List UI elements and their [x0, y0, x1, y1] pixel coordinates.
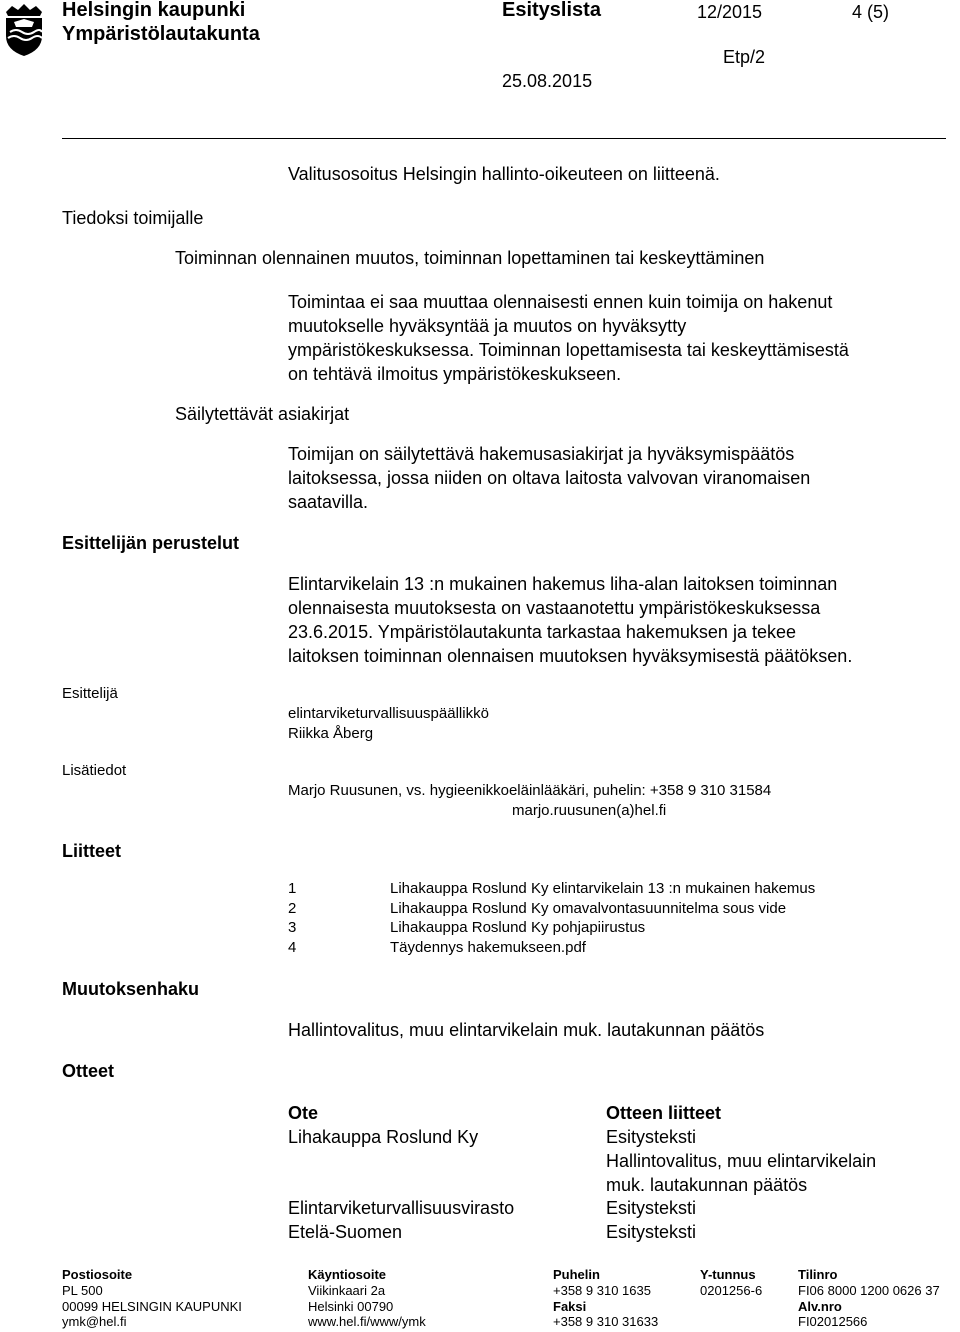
label-esittelija: Esittelijä — [62, 685, 118, 702]
paragraph-line: saatavilla. — [288, 492, 369, 512]
otteet-recipient: Lihakauppa Roslund Ky — [288, 1127, 479, 1147]
footer-head-alvnro: Alv.nro — [798, 1299, 842, 1314]
footer-head-postiosoite: Postiosoite — [62, 1267, 133, 1282]
paragraph-line: 23.6.2015. Ympäristölautakunta tarkastaa hakemuksen ja tekee — [288, 622, 796, 642]
otteet-attachment: Esitysteksti — [606, 1127, 697, 1147]
paragraph-line: laitoksen toiminnan olennaisen muutoksen hyväksymisestä päätöksen. — [288, 646, 853, 666]
liite-number: 4 — [288, 939, 297, 956]
footer-website[interactable]: www.hel.fi/www/ymk — [308, 1314, 426, 1329]
paragraph-line: laitoksessa, jossa niiden on oltava laitosta valvovan viranomaisen — [288, 468, 811, 488]
muutoksenhaku-text: Hallintovalitus, muu elintarvikelain muk. lautakunnan päätös — [288, 1020, 765, 1040]
board-name: Ympäristölautakunta — [62, 23, 260, 45]
footer-head-faksi: Faksi — [553, 1299, 587, 1314]
footer-head-tilinro: Tilinro — [798, 1267, 838, 1282]
perustelut-paragraph — [288, 572, 948, 668]
paragraph-line: Toimintaa ei saa muuttaa olennaisesti ennen kuin toimija on hakenut — [288, 292, 833, 312]
sailytettavat-heading: Säilytettävät asiakirjat — [175, 404, 350, 424]
paragraph-line: on tehtävä ilmoitus ympäristökeskukseen. — [288, 364, 622, 384]
footer-head-puhelin: Puhelin — [553, 1267, 600, 1282]
footer-text: Viikinkaari 2a — [308, 1283, 386, 1298]
header-rule — [62, 138, 946, 139]
page-number: 4 (5) — [852, 2, 890, 22]
lisatiedot-email: marjo.ruusunen(a)hel.fi — [512, 802, 667, 819]
footer-head-ytunnus: Y-tunnus — [700, 1267, 756, 1282]
liite-number: 2 — [288, 900, 297, 917]
valitus-text: Valitusosoitus Helsingin hallinto-oikeuteen on liitteenä. — [288, 164, 720, 184]
liite-number: 3 — [288, 919, 297, 936]
paragraph-line: Toimijan on säilytettävä hakemusasiakirjat ja hyväksymispäätös — [288, 444, 795, 464]
footer-head-kayntiosoite: Käyntiosoite — [308, 1267, 387, 1282]
footer-text: FI02012566 — [798, 1314, 868, 1329]
liite-item[interactable]: Lihakauppa Roslund Ky elintarvikelain 13 :n mukainen hakemus — [390, 880, 816, 897]
sailytettavat-paragraph — [288, 442, 948, 514]
label-perustelut: Esittelijän perustelut — [62, 533, 240, 553]
muutos-paragraph — [288, 290, 948, 386]
paragraph-line: ympäristökeskuksessa. Toiminnan lopettamisesta tai keskeyttämisestä — [288, 340, 849, 360]
label-tiedoksi: Tiedoksi toimijalle — [62, 208, 204, 228]
lisatiedot-contact: Marjo Ruusunen, vs. hygieenikkoeläinlääkäri, puhelin: +358 9 310 31584 — [288, 782, 772, 799]
footer-text: Helsinki 00790 — [308, 1299, 394, 1314]
footer-fax: +358 9 310 31633 — [553, 1314, 659, 1329]
label-lisatiedot: Lisätiedot — [62, 762, 127, 779]
liite-item[interactable]: Lihakauppa Roslund Ky omavalvontasuunnitelma sous vide — [390, 900, 787, 917]
meeting-date: 25.08.2015 — [502, 71, 593, 91]
otteet-recipient: Etelä-Suomen — [288, 1222, 403, 1242]
paragraph-line: muutokselle hyväksyntää ja muutos on hyväksytty — [288, 316, 687, 336]
muutos-heading: Toiminnan olennainen muutos, toiminnan lopettaminen tai keskeyttäminen — [175, 248, 765, 268]
label-muutoksenhaku: Muutoksenhaku — [62, 979, 200, 999]
footer-text: FI06 8000 1200 0626 37 — [798, 1283, 940, 1298]
label-liitteet: Liitteet — [62, 841, 122, 861]
liite-number: 1 — [288, 880, 297, 897]
otteet-header-recipient: Ote — [288, 1103, 319, 1123]
esittelija-name: Riikka Åberg — [288, 725, 374, 742]
otteet-attachment: muk. lautakunnan päätös — [606, 1175, 808, 1195]
footer-text: 0201256-6 — [700, 1283, 763, 1298]
otteet-attachment: Esitysteksti — [606, 1198, 697, 1218]
footer-text: 00099 HELSINGIN KAUPUNKI — [62, 1299, 242, 1314]
paragraph-line: Elintarvikelain 13 :n mukainen hakemus liha-alan laitoksen toiminnan — [288, 574, 838, 594]
otteet-attachment: Hallintovalitus, muu elintarvikelain — [606, 1151, 877, 1171]
otteet-header-attachments: Otteen liitteet — [606, 1103, 722, 1123]
liite-item[interactable]: Täydennys hakemukseen.pdf — [390, 939, 586, 956]
label-otteet: Otteet — [62, 1061, 115, 1081]
otteet-attachment: Esitysteksti — [606, 1222, 697, 1242]
helsinki-crest-logo — [2, 2, 46, 58]
org-name: Helsingin kaupunki — [62, 0, 246, 21]
paragraph-line: olennaisesta muutoksesta on vastaanotettu ympäristökeskuksessa — [288, 598, 821, 618]
section-ref: Etp/2 — [723, 47, 766, 67]
doc-type: Esityslista — [502, 0, 601, 21]
doc-number: 12/2015 — [697, 2, 763, 22]
footer-phone: +358 9 310 1635 — [553, 1283, 651, 1298]
footer-text: PL 500 — [62, 1283, 103, 1298]
liite-item[interactable]: Lihakauppa Roslund Ky pohjapiirustus — [390, 919, 646, 936]
footer-email[interactable]: ymk@hel.fi — [62, 1314, 127, 1329]
esittelija-title: elintarviketurvallisuuspäällikkö — [288, 705, 489, 722]
otteet-recipient: Elintarviketurvallisuusvirasto — [288, 1198, 515, 1218]
